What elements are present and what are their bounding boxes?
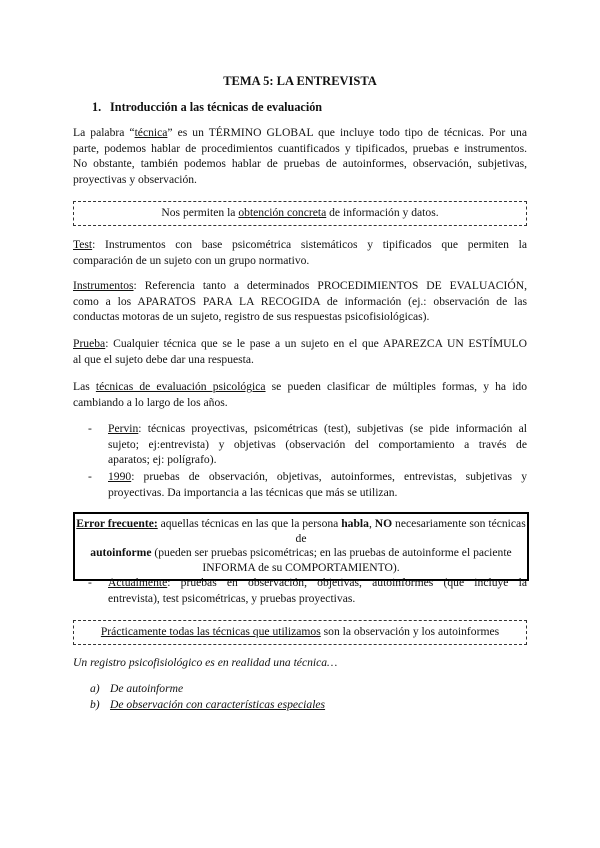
section-number: 1. <box>92 100 102 114</box>
section-heading-text: Introducción a las técnicas de evaluación <box>110 100 323 114</box>
definition-prueba: Prueba: Cualquier técnica que se le pase a un sujeto en el que APAREZCA UN ESTÍMULO al que el sujeto debe dar una respuesta. <box>73 337 527 366</box>
note-box-obtencion: Nos permiten la obtención concreta de información y datos. <box>73 201 527 226</box>
bullet-1990: 1990: pruebas de observación, objetivas, autoinformes, entrevistas, subjetivas y proyectivas. Da importancia a las técnicas que más se utilizan. <box>108 470 527 499</box>
term-pervin: Pervin <box>108 422 139 435</box>
intro-line-3: No obstante, también podemos hablar de pruebas de autoinformes, observación, subjetivas, <box>73 157 527 170</box>
term-instrumentos: Instrumentos <box>73 279 134 292</box>
error-frecuente-box: Error frecuente: aquellas técnicas en las que la persona habla, NO necesariamente son técnicas de autoinforme (pueden ser pruebas psicométricas; en las pruebas de autoinforme el paciente INFORMA de su COMPORTAMIENTO). <box>73 512 529 581</box>
definition-instrumentos: Instrumentos: Referencia tanto a determinados PROCEDIMIENTOS DE EVALUACIÓN, como a los APARATOS PARA LA RECOGIDA de información (ej.: observación de las conductas motoras de un sujeto, registro de sus respuestas psicofisiológicas). <box>73 279 527 323</box>
option-a-letter: a) <box>90 682 100 695</box>
bullet-dash: - <box>88 422 92 435</box>
option-b-text: De observación con características especiales <box>110 698 326 711</box>
bullet-dash: - <box>88 470 92 483</box>
option-a-text: De autoinforme <box>110 682 184 695</box>
question-text: Un registro psicofisiológico es en realidad una técnica… <box>73 656 338 669</box>
note-box-practicamente: Prácticamente todas las técnicas que utilizamos son la observación y los autoinformes <box>73 620 527 645</box>
error-label: Error frecuente: <box>76 517 158 530</box>
document-title: TEMA 5: LA ENTREVISTA <box>223 74 377 88</box>
section-heading <box>92 100 322 116</box>
option-b-letter: b) <box>90 698 100 711</box>
term-1990: 1990 <box>108 470 132 483</box>
term-test: Test <box>73 238 93 251</box>
intro-paragraph <box>73 125 527 187</box>
intro-line-1: La palabra “técnica” es un TÉRMINO GLOBAL que incluye todo tipo de técnicas. Por una <box>73 126 527 139</box>
bullet-pervin: Pervin: técnicas proyectivas, psicométricas (test), subjetivas (se pide información al sujeto; ej:entrevista) y objetivas (observación del comportamiento a través de aparatos; ej: polígrafo). <box>108 422 527 466</box>
bullet-dash: - <box>88 576 92 589</box>
clasificacion-paragraph: Las técnicas de evaluación psicológica se pueden clasificar de múltiples formas, y ha ido cambiando a lo largo de los años. <box>73 380 528 409</box>
intro-line-2: parte, podemos hablar de procedimientos cuantificados y tipificados, pruebas e instrumentos. <box>73 141 527 155</box>
definition-test: Test: Instrumentos con base psicométrica sistemáticos y tipificados que permiten la comparación de un sujeto con un grupo normativo. <box>73 238 527 267</box>
term-prueba: Prueba <box>73 337 106 350</box>
bullet-actualmente: Actualmente: pruebas en observación, objetivas, autoinformes (que incluye la entrevista), test psicométricas, y pruebas proyectivas. <box>108 576 527 605</box>
intro-line-4: proyectivas y observación. <box>73 172 197 186</box>
term-actualmente: Actualmente <box>108 576 168 589</box>
word-tecnica: técnica <box>134 126 168 139</box>
